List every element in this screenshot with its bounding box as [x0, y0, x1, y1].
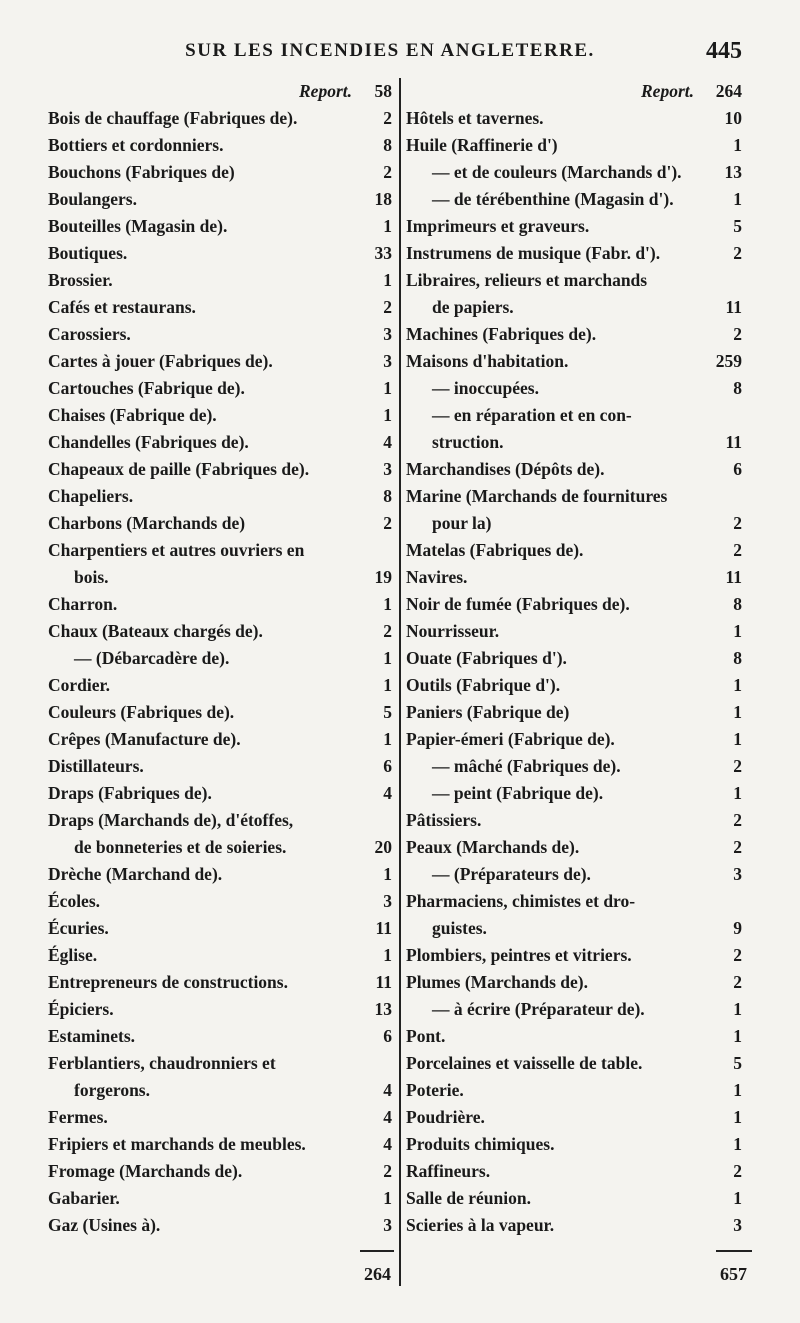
- entry-line: [406, 1104, 742, 1131]
- entry-line: [48, 429, 392, 456]
- left-column-total: 264: [364, 1264, 391, 1284]
- page-number: 445: [706, 38, 742, 64]
- entry-label: Nourrisseur.: [406, 621, 500, 641]
- running-title: SUR LES INCENDIES EN ANGLETERRE.: [185, 40, 595, 61]
- entry-line: [406, 1077, 742, 1104]
- entry-label: Draps (Marchands de), d'étoffes,: [48, 810, 294, 830]
- entry-line: [48, 969, 392, 996]
- entry-label: Crêpes (Manufacture de).: [48, 729, 241, 749]
- entry-label: — de térébenthine (Magasin d').: [432, 189, 674, 209]
- entry-count: 3: [733, 1215, 742, 1235]
- entry-line: [48, 942, 392, 969]
- entry-count: 1: [383, 648, 392, 668]
- entry-label: Machines (Fabriques de).: [406, 324, 597, 344]
- entry-line: [48, 618, 392, 645]
- entry-count: 3: [383, 324, 392, 344]
- entry-line: [406, 1050, 742, 1077]
- entry-line: [406, 186, 742, 213]
- entry-count: 2: [733, 513, 742, 533]
- entry-line: [48, 348, 392, 375]
- entry-count: 1: [733, 1080, 742, 1100]
- entry-count: 8: [733, 378, 742, 398]
- entry-count: 1: [733, 189, 742, 209]
- entry-label: pour la): [432, 513, 492, 533]
- entry-count: 264: [715, 81, 742, 101]
- entry-count: 3: [383, 351, 392, 371]
- entry-count: 1: [733, 702, 742, 722]
- entry-label: Instrumens de musique (Fabr. d').: [406, 243, 661, 263]
- entry-line: [48, 105, 392, 132]
- entry-label: Fermes.: [48, 1107, 108, 1127]
- entry-count: 11: [725, 297, 742, 317]
- entry-count: 6: [733, 459, 742, 479]
- entry-count: 1: [733, 1026, 742, 1046]
- entry-count: 8: [733, 648, 742, 668]
- entry-label: Charpentiers et autres ouvriers en: [48, 540, 305, 560]
- entry-label: Matelas (Fabriques de).: [406, 540, 584, 560]
- entry-line: [406, 645, 742, 672]
- entry-label: Marchandises (Dépôts de).: [406, 459, 605, 479]
- entry-label: Entrepreneurs de constructions.: [48, 972, 288, 992]
- entry-line: [48, 159, 392, 186]
- entry-label: Bouchons (Fabriques de): [48, 162, 235, 182]
- entry-label: Paniers (Fabrique de): [406, 702, 570, 722]
- entry-label: Papier-émeri (Fabrique de).: [406, 729, 615, 749]
- entry-count: 10: [724, 108, 742, 128]
- entry-count: 1: [383, 594, 392, 614]
- right-total-rule: [716, 1250, 752, 1252]
- entry-line: [406, 564, 742, 591]
- entry-line: [406, 1023, 742, 1050]
- entry-line: [48, 861, 392, 888]
- entry-line: [406, 159, 742, 186]
- entry-label: Salle de réunion.: [406, 1188, 531, 1208]
- entry-label: Plombiers, peintres et vitriers.: [406, 945, 632, 965]
- report-line: [406, 78, 742, 105]
- entry-count: 4: [383, 1107, 392, 1127]
- entry-line: [48, 213, 392, 240]
- entry-label: Cordier.: [48, 675, 111, 695]
- entry-line: [406, 402, 742, 429]
- entry-label: Écoles.: [48, 891, 101, 911]
- entry-count: 2: [383, 1161, 392, 1181]
- entry-label: Carossiers.: [48, 324, 131, 344]
- entry-line: [406, 132, 742, 159]
- entry-label: Fromage (Marchands de).: [48, 1161, 243, 1181]
- entry-count: 2: [733, 324, 742, 344]
- entry-label: struction.: [432, 432, 504, 452]
- entry-label: Épiciers.: [48, 999, 114, 1019]
- entry-line: [406, 942, 742, 969]
- entry-line: [48, 132, 392, 159]
- entry-count: 2: [383, 513, 392, 533]
- entry-label: Report.: [299, 81, 352, 101]
- entry-count: 2: [733, 756, 742, 776]
- entry-label: Peaux (Marchands de).: [406, 837, 580, 857]
- entry-count: 6: [383, 756, 392, 776]
- entry-line: [406, 483, 742, 510]
- entry-count: 2: [733, 945, 742, 965]
- entry-count: 2: [383, 297, 392, 317]
- entry-label: de papiers.: [432, 297, 514, 317]
- column-divider: [399, 78, 401, 1286]
- entry-line: [48, 294, 392, 321]
- entry-line: [48, 375, 392, 402]
- entry-count: 259: [715, 351, 742, 371]
- entry-label: Marine (Marchands de fournitures: [406, 486, 668, 506]
- entry-label: Gaz (Usines à).: [48, 1215, 161, 1235]
- entry-count: 8: [383, 135, 392, 155]
- entry-line: [406, 456, 742, 483]
- entry-label: Chapeaux de paille (Fabriques de).: [48, 459, 310, 479]
- entry-count: 2: [733, 1161, 742, 1181]
- entry-count: 3: [383, 891, 392, 911]
- entry-label: Chaux (Bateaux chargés de).: [48, 621, 263, 641]
- entry-count: 4: [383, 1080, 392, 1100]
- entry-line: [406, 996, 742, 1023]
- entry-count: 1: [383, 270, 392, 290]
- report-line: [48, 78, 392, 105]
- entry-label: — mâché (Fabriques de).: [432, 756, 621, 776]
- entry-line: [406, 294, 742, 321]
- entry-label: Cafés et restaurans.: [48, 297, 196, 317]
- entry-count: 1: [733, 1188, 742, 1208]
- entry-label: Report.: [641, 81, 694, 101]
- entry-label: Raffineurs.: [406, 1161, 491, 1181]
- entry-line: [406, 591, 742, 618]
- entry-line: [406, 348, 742, 375]
- entry-count: 4: [383, 783, 392, 803]
- entry-line: [406, 969, 742, 996]
- entry-label: Libraires, relieurs et marchands: [406, 270, 648, 290]
- entry-count: 2: [733, 243, 742, 263]
- entry-line: [406, 834, 742, 861]
- entry-count: 1: [733, 1107, 742, 1127]
- entry-label: Ouate (Fabriques d').: [406, 648, 567, 668]
- entry-label: Couleurs (Fabriques de).: [48, 702, 235, 722]
- entry-count: 3: [383, 459, 392, 479]
- entry-line: [48, 672, 392, 699]
- entry-label: Scieries à la vapeur.: [406, 1215, 555, 1235]
- entry-line: [406, 213, 742, 240]
- entry-line: [406, 780, 742, 807]
- entry-line: [48, 1131, 392, 1158]
- entry-label: — à écrire (Préparateur de).: [432, 999, 645, 1019]
- entry-label: — en réparation et en con-: [432, 405, 632, 425]
- entry-line: [48, 1104, 392, 1131]
- entry-count: 2: [733, 540, 742, 560]
- entry-line: [406, 1212, 742, 1239]
- entry-line: [406, 915, 742, 942]
- entry-line: [406, 321, 742, 348]
- entry-label: Cartes à jouer (Fabriques de).: [48, 351, 273, 371]
- entry-label: Plumes (Marchands de).: [406, 972, 588, 992]
- entry-label: Distillateurs.: [48, 756, 144, 776]
- entry-label: Église.: [48, 945, 98, 965]
- entry-count: 18: [374, 189, 392, 209]
- left-total-rule: [360, 1250, 394, 1252]
- entry-line: [48, 267, 392, 294]
- entry-line: [48, 510, 392, 537]
- entry-line: [406, 510, 742, 537]
- entry-line: [48, 726, 392, 753]
- entry-count: 1: [383, 216, 392, 236]
- entry-count: 1: [733, 135, 742, 155]
- entry-label: Bois de chauffage (Fabriques de).: [48, 108, 298, 128]
- entry-count: 5: [733, 216, 742, 236]
- entry-label: Estaminets.: [48, 1026, 136, 1046]
- entry-count: 4: [383, 432, 392, 452]
- entry-label: — (Préparateurs de).: [432, 864, 591, 884]
- entry-line: [48, 186, 392, 213]
- entry-line: [48, 1212, 392, 1239]
- entry-count: 2: [733, 972, 742, 992]
- entry-count: 13: [724, 162, 742, 182]
- entry-label: Imprimeurs et graveurs.: [406, 216, 590, 236]
- entry-line: [406, 753, 742, 780]
- entry-count: 1: [733, 999, 742, 1019]
- entry-line: [48, 888, 392, 915]
- entry-label: Charron.: [48, 594, 118, 614]
- left-column: [48, 78, 392, 1239]
- entry-label: Gabarier.: [48, 1188, 120, 1208]
- entry-label: Draps (Fabriques de).: [48, 783, 212, 803]
- entry-line: [406, 1185, 742, 1212]
- entry-count: 5: [383, 702, 392, 722]
- entry-label: Maisons d'habitation.: [406, 351, 569, 371]
- entry-count: 33: [374, 243, 392, 263]
- entry-count: 9: [733, 918, 742, 938]
- entry-line: [48, 753, 392, 780]
- entry-count: 5: [733, 1053, 742, 1073]
- entry-count: 2: [383, 162, 392, 182]
- entry-line: [48, 915, 392, 942]
- entry-line: [48, 1023, 392, 1050]
- entry-label: Poterie.: [406, 1080, 464, 1100]
- entry-count: 8: [383, 486, 392, 506]
- entry-line: [406, 1158, 742, 1185]
- entry-count: 2: [733, 837, 742, 857]
- entry-line: [48, 780, 392, 807]
- entry-label: Poudrière.: [406, 1107, 485, 1127]
- entry-line: [406, 618, 742, 645]
- entry-count: 3: [383, 1215, 392, 1235]
- entry-line: [48, 456, 392, 483]
- entry-count: 19: [374, 567, 392, 587]
- page-header: [0, 38, 800, 70]
- entry-label: Pont.: [406, 1026, 446, 1046]
- entry-line: [48, 807, 392, 834]
- entry-label: Produits chimiques.: [406, 1134, 555, 1154]
- entry-count: 1: [733, 675, 742, 695]
- right-column: [406, 78, 742, 1239]
- entry-line: [48, 240, 392, 267]
- entry-label: de bonneteries et de soieries.: [74, 837, 287, 857]
- entry-line: [406, 105, 742, 132]
- entry-label: — (Débarcadère de).: [74, 648, 230, 668]
- entry-line: [406, 429, 742, 456]
- entry-line: [48, 564, 392, 591]
- entry-label: Boutiques.: [48, 243, 128, 263]
- entry-count: 11: [725, 432, 742, 452]
- entry-label: — peint (Fabrique de).: [432, 783, 604, 803]
- entry-line: [406, 699, 742, 726]
- entry-label: Navires.: [406, 567, 468, 587]
- entry-line: [406, 861, 742, 888]
- entry-line: [406, 807, 742, 834]
- entry-line: [48, 834, 392, 861]
- entry-line: [48, 591, 392, 618]
- entry-count: 1: [383, 378, 392, 398]
- entry-count: 58: [374, 81, 392, 101]
- entry-label: Noir de fumée (Fabriques de).: [406, 594, 630, 614]
- entry-line: [406, 888, 742, 915]
- entry-line: [48, 1077, 392, 1104]
- entry-count: 1: [383, 1188, 392, 1208]
- entry-label: Boulangers.: [48, 189, 137, 209]
- entry-label: Bottiers et cordonniers.: [48, 135, 224, 155]
- entry-label: Charbons (Marchands de): [48, 513, 246, 533]
- entry-label: Pâtissiers.: [406, 810, 482, 830]
- entry-line: [406, 267, 742, 294]
- entry-count: 6: [383, 1026, 392, 1046]
- entry-count: 1: [733, 621, 742, 641]
- entry-label: — et de couleurs (Marchands d').: [432, 162, 682, 182]
- entry-label: Cartouches (Fabrique de).: [48, 378, 245, 398]
- entry-label: Chandelles (Fabriques de).: [48, 432, 249, 452]
- entry-label: Fripiers et marchands de meubles.: [48, 1134, 306, 1154]
- entry-line: [48, 1050, 392, 1077]
- entry-label: Huile (Raffinerie d'): [406, 135, 558, 155]
- entry-count: 2: [383, 621, 392, 641]
- entry-line: [406, 375, 742, 402]
- entry-count: 2: [733, 810, 742, 830]
- entry-label: Chapeliers.: [48, 486, 134, 506]
- entry-count: 1: [383, 945, 392, 965]
- entry-count: 8: [733, 594, 742, 614]
- entry-label: Bouteilles (Magasin de).: [48, 216, 228, 236]
- entry-line: [48, 537, 392, 564]
- entry-count: 1: [383, 405, 392, 425]
- right-column-total: 657: [720, 1264, 747, 1284]
- entry-label: Drèche (Marchand de).: [48, 864, 223, 884]
- entry-count: 11: [375, 972, 392, 992]
- entry-count: 20: [374, 837, 392, 857]
- entry-label: Pharmaciens, chimistes et dro-: [406, 891, 636, 911]
- entry-label: Brossier.: [48, 270, 113, 290]
- entry-line: [48, 699, 392, 726]
- entry-count: 1: [733, 783, 742, 803]
- entry-count: 1: [733, 729, 742, 749]
- entry-label: bois.: [74, 567, 109, 587]
- entry-label: — inoccupées.: [432, 378, 539, 398]
- entry-line: [48, 483, 392, 510]
- entry-count: 13: [374, 999, 392, 1019]
- entry-label: guistes.: [432, 918, 487, 938]
- entry-line: [48, 1158, 392, 1185]
- entry-label: Écuries.: [48, 918, 109, 938]
- entry-count: 1: [733, 1134, 742, 1154]
- entry-line: [406, 672, 742, 699]
- entry-line: [406, 537, 742, 564]
- entry-line: [48, 402, 392, 429]
- entry-label: forgerons.: [74, 1080, 150, 1100]
- entry-count: 4: [383, 1134, 392, 1154]
- entry-label: Ferblantiers, chaudronniers et: [48, 1053, 276, 1073]
- entry-count: 11: [375, 918, 392, 938]
- entry-count: 11: [725, 567, 742, 587]
- entry-label: Porcelaines et vaisselle de table.: [406, 1053, 643, 1073]
- entry-count: 3: [733, 864, 742, 884]
- entry-line: [406, 726, 742, 753]
- entry-line: [48, 1185, 392, 1212]
- entry-line: [48, 321, 392, 348]
- entry-line: [406, 1131, 742, 1158]
- entry-label: Hôtels et tavernes.: [406, 108, 544, 128]
- entry-line: [48, 996, 392, 1023]
- entry-line: [406, 240, 742, 267]
- entry-label: Chaises (Fabrique de).: [48, 405, 217, 425]
- entry-count: 1: [383, 864, 392, 884]
- entry-count: 2: [383, 108, 392, 128]
- entry-line: [48, 645, 392, 672]
- entry-count: 1: [383, 729, 392, 749]
- entry-count: 1: [383, 675, 392, 695]
- entry-label: Outils (Fabrique d').: [406, 675, 561, 695]
